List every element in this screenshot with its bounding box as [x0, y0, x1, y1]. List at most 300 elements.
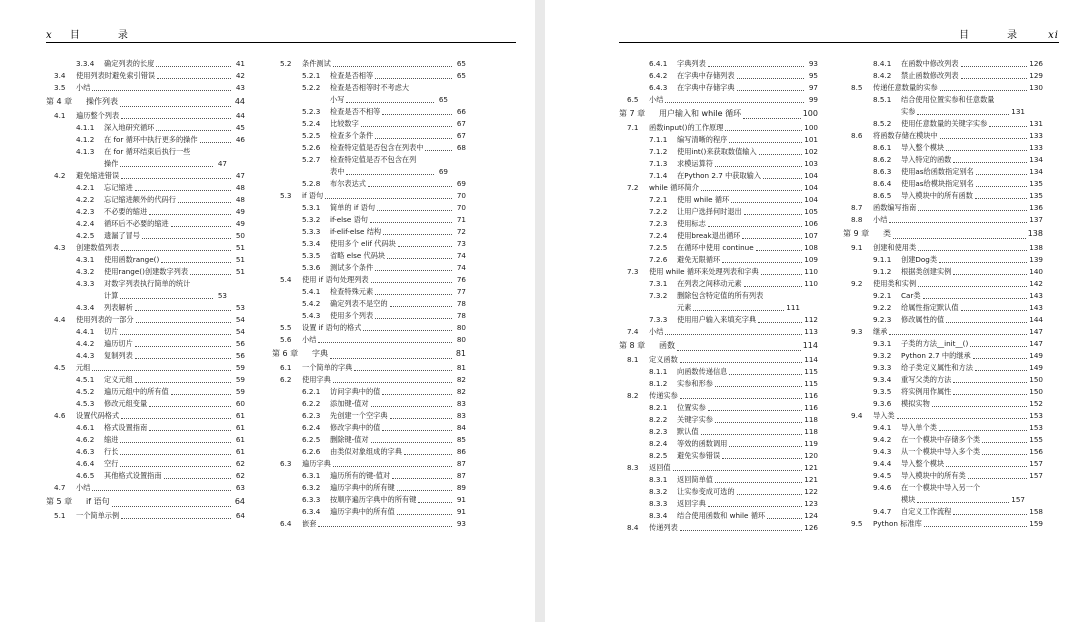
toc-entry — [843, 82, 1043, 94]
toc-entry-title: 在循环中使用 continue — [677, 243, 754, 252]
toc-entry-page: 61 — [235, 435, 245, 444]
toc-entry — [272, 322, 466, 334]
toc-entry-number: 8.4.1 — [873, 59, 892, 68]
toc-entry-title: 关键字实参 — [677, 415, 713, 424]
toc-entry — [46, 58, 245, 70]
toc-entry-title: 传递任意数量的实参 — [873, 83, 938, 92]
toc-entry-page: 81 — [455, 349, 466, 358]
toc-entry-title: 自定义工作流程 — [901, 507, 952, 516]
toc-entry-number: 8.2.1 — [649, 403, 668, 412]
toc-entry — [46, 230, 245, 242]
toc-entry — [619, 242, 818, 254]
toc-entry — [843, 254, 1043, 266]
toc-leader-dots — [156, 65, 231, 67]
toc-entry — [619, 70, 818, 82]
toc-entry-page: 87 — [456, 459, 466, 468]
toc-leader-dots — [121, 417, 231, 419]
toc-entry-page: 61 — [235, 447, 245, 456]
toc-leader-dots — [917, 113, 1009, 115]
toc-leader-dots — [390, 417, 452, 419]
toc-entry-page: 153 — [1029, 423, 1043, 432]
toc-entry — [272, 202, 466, 214]
toc-entry-page: 80 — [456, 323, 466, 332]
toc-entry-title: 位置实参 — [677, 403, 706, 412]
toc-entry — [46, 470, 245, 482]
toc-leader-dots — [120, 105, 231, 107]
toc-leader-dots — [382, 113, 452, 115]
toc-column — [46, 58, 245, 522]
toc-entry-number: 7.4 — [627, 327, 639, 336]
toc-entry-page: 104 — [804, 183, 818, 192]
toc-leader-dots — [889, 333, 1027, 335]
toc-entry-page: 44 — [235, 111, 245, 120]
toc-entry-page: 102 — [804, 147, 818, 156]
toc-entry-title: 嵌套 — [302, 519, 317, 528]
toc-entry-number: 8.5 — [851, 83, 863, 92]
toc-entry — [843, 166, 1043, 178]
toc-leader-dots — [92, 89, 231, 91]
toc-entry — [46, 326, 245, 338]
toc-entry-title: 修改元组变量 — [104, 399, 148, 408]
toc-entry-number: 9.3.2 — [873, 351, 892, 360]
toc-leader-dots — [973, 357, 1028, 359]
toc-entry-title: 导入模块中的所有类 — [901, 471, 966, 480]
toc-entry-number: 9.3.1 — [873, 339, 892, 348]
toc-entry-title: 字典 — [312, 349, 328, 358]
left-page-header-title: 目 录 — [69, 30, 142, 41]
toc-entry-number: 6.3.1 — [302, 471, 321, 480]
toc-entry-title: 简单的 if 语句 — [330, 203, 376, 212]
toc-leader-dots — [371, 281, 452, 283]
toc-entry — [46, 266, 245, 278]
toc-entry — [46, 446, 245, 458]
toc-entry-page: 152 — [1029, 399, 1043, 408]
toc-entry-number: 3.3.4 — [76, 59, 95, 68]
toc-entry-number: 8.6.2 — [873, 155, 892, 164]
toc-entry-page: 147 — [1029, 339, 1043, 348]
toc-entry-page: 53 — [217, 291, 227, 300]
toc-entry-title: 检查是否不相等 — [330, 107, 381, 116]
toc-entry-title: 从一个模块中导入多个类 — [901, 447, 981, 456]
toc-entry-number: 7.2.4 — [649, 231, 668, 240]
toc-entry — [843, 118, 1043, 130]
toc-entry-page: 115 — [804, 379, 818, 388]
toc-entry — [619, 302, 818, 314]
toc-entry-page: 85 — [456, 435, 466, 444]
toc-entry-title: 设置 if 语句的格式 — [302, 323, 362, 332]
toc-entry — [843, 106, 1043, 118]
toc-entry-number: 4.2 — [54, 171, 66, 180]
toc-entry-page: 51 — [235, 255, 245, 264]
toc-leader-dots — [680, 529, 803, 531]
toc-entry — [272, 458, 466, 470]
toc-entry — [843, 494, 1043, 506]
toc-entry-title: 小结 — [649, 327, 664, 336]
toc-entry-page: 87 — [456, 471, 466, 480]
toc-leader-dots — [370, 221, 452, 223]
toc-leader-dots — [171, 393, 231, 395]
toc-entry-title: 使用任意数量的关键字实参 — [901, 119, 988, 128]
toc-entry-number: 8.1.2 — [649, 379, 668, 388]
toc-entry-number: 第 5 章 — [46, 497, 73, 506]
toc-entry — [272, 374, 466, 386]
toc-entry — [843, 326, 1043, 338]
toc-entry — [843, 142, 1043, 154]
toc-entry-title: 在字典中存储列表 — [677, 71, 735, 80]
toc-entry-page: 131 — [1029, 119, 1043, 128]
toc-entry — [843, 338, 1043, 350]
toc-entry-page: 122 — [804, 487, 818, 496]
toc-entry — [843, 410, 1043, 422]
toc-entry-number: 6.2.6 — [302, 447, 321, 456]
toc-entry-page: 143 — [1029, 303, 1043, 312]
toc-entry-page: 137 — [1029, 215, 1043, 224]
toc-entry-title: 小结 — [649, 95, 664, 104]
toc-entry-page: 74 — [456, 251, 466, 260]
toc-entry — [272, 362, 466, 374]
toc-entry-page: 121 — [804, 463, 818, 472]
toc-entry-title: 使用列表的一部分 — [76, 315, 134, 324]
toc-leader-dots — [164, 477, 231, 479]
toc-entry-page: 91 — [456, 507, 466, 516]
toc-leader-dots — [932, 405, 1028, 407]
toc-entry-page: 81 — [456, 363, 466, 372]
toc-entry-title: 检查是否相等 — [330, 71, 374, 80]
toc-entry-title: 模块 — [901, 495, 916, 504]
toc-entry-page: 109 — [804, 255, 818, 264]
toc-leader-dots — [701, 433, 803, 435]
toc-entry-title: 不必要的缩进 — [104, 207, 148, 216]
toc-entry — [272, 190, 466, 202]
toc-entry-number: 8.3 — [627, 463, 639, 472]
toc-entry-page: 89 — [456, 483, 466, 492]
toc-entry — [619, 378, 818, 390]
toc-entry — [619, 414, 818, 426]
toc-entry-page: 106 — [804, 219, 818, 228]
toc-leader-dots — [397, 513, 452, 515]
toc-entry-title: 小写 — [330, 95, 345, 104]
toc-entry-number: 8.6.3 — [873, 167, 892, 176]
toc-entry-title: 函数input()的工作原理 — [649, 123, 724, 132]
toc-entry-number: 6.5 — [627, 95, 639, 104]
toc-entry — [272, 410, 466, 422]
toc-entry-number: 8.2.4 — [649, 439, 668, 448]
toc-entry-title: 使用 while 循环来处理列表和字典 — [649, 267, 759, 276]
toc-entry-title: 使用字典 — [302, 375, 331, 384]
toc-entry-page: 54 — [235, 327, 245, 336]
toc-entry-number: 4.5.3 — [76, 399, 95, 408]
toc-leader-dots — [200, 141, 231, 143]
toc-entry-number: 6.3.4 — [302, 507, 321, 516]
toc-entry-title: 修改属性的值 — [901, 315, 945, 324]
toc-entry-number: 5.1 — [54, 511, 66, 520]
toc-entry-page: 111 — [786, 303, 800, 312]
toc-entry — [46, 362, 245, 374]
toc-entry-title: 确定列表不是空的 — [330, 299, 388, 308]
toc-entry-number: 9.2.1 — [873, 291, 892, 300]
toc-entry — [619, 254, 818, 266]
toc-leader-dots — [767, 517, 802, 519]
toc-leader-dots — [680, 361, 803, 363]
toc-entry-page: 157 — [1029, 471, 1043, 480]
toc-entry-page: 153 — [1029, 411, 1043, 420]
toc-entry-number: 6.3.3 — [302, 495, 321, 504]
toc-entry-title: 使用类和实例 — [873, 279, 917, 288]
toc-entry-page: 69 — [438, 167, 448, 176]
toc-leader-dots — [961, 65, 1028, 67]
toc-leader-dots — [743, 117, 801, 119]
toc-entry-title: 使用int()来获取数值输入 — [677, 147, 757, 156]
toc-entry — [843, 202, 1043, 214]
toc-entry-number: 5.2 — [280, 59, 292, 68]
toc-entry-title: 创建Dog类 — [901, 255, 938, 264]
toc-entry-title: if 语句 — [86, 497, 110, 506]
toc-entry — [619, 94, 818, 106]
toc-entry-page: 138 — [1029, 243, 1043, 252]
toc-leader-dots — [677, 349, 801, 351]
toc-entry-number: 6.2.3 — [302, 411, 321, 420]
toc-entry-number: 9.1 — [851, 243, 863, 252]
toc-leader-dots — [715, 165, 802, 167]
toc-entry-number: 9.4.2 — [873, 435, 892, 444]
toc-leader-dots — [976, 185, 1027, 187]
toc-entry-title: 在 for 循环结束后执行一些 — [104, 147, 191, 156]
toc-leader-dots — [375, 77, 452, 79]
toc-leader-dots — [708, 409, 803, 411]
toc-leader-dots — [121, 517, 231, 519]
toc-leader-dots — [142, 237, 231, 239]
toc-entry — [619, 278, 818, 290]
toc-entry-title: 在一个模块中存储多个类 — [901, 435, 981, 444]
toc-entry — [619, 122, 818, 134]
toc-entry-page: 51 — [235, 243, 245, 252]
toc-entry-number: 9.1.2 — [873, 267, 892, 276]
toc-entry — [46, 242, 245, 254]
toc-leader-dots — [893, 237, 1026, 239]
toc-entry-title: 检查特定值是否包含在列表中 — [330, 143, 424, 152]
toc-entry — [46, 398, 245, 410]
toc-entry-title: 避免缩进错误 — [76, 171, 120, 180]
toc-entry-title: 由类似对象组成的字典 — [330, 447, 402, 456]
toc-entry-number: 8.4 — [627, 523, 639, 532]
toc-entry — [272, 94, 466, 106]
toc-leader-dots — [715, 385, 802, 387]
toc-entry-number: 7.2 — [627, 183, 639, 192]
toc-entry — [619, 522, 818, 534]
toc-entry-title: 让用户选择何时退出 — [677, 207, 742, 216]
toc-entry-title: 返回值 — [649, 463, 671, 472]
toc-entry-page: 47 — [235, 171, 245, 180]
toc-leader-dots — [377, 209, 452, 211]
toc-entry-title: 添加键-值对 — [330, 399, 369, 408]
toc-entry-number: 4.5.1 — [76, 375, 95, 384]
toc-leader-dots — [917, 501, 1009, 503]
toc-column — [843, 58, 1043, 530]
toc-entry-number: 5.2.7 — [302, 155, 321, 164]
toc-leader-dots — [398, 245, 452, 247]
toc-entry-number: 5.3.3 — [302, 227, 321, 236]
toc-entry-page: 68 — [456, 143, 466, 152]
toc-entry-number: 第 8 章 — [619, 341, 646, 350]
toc-leader-dots — [953, 381, 1027, 383]
toc-leader-dots — [135, 189, 231, 191]
toc-entry-page: 59 — [235, 387, 245, 396]
toc-entry — [619, 486, 818, 498]
toc-entry-page: 130 — [1029, 83, 1043, 92]
toc-leader-dots — [953, 513, 1027, 515]
toc-entry-number: 4.2.2 — [76, 195, 95, 204]
toc-entry-number: 5.5 — [280, 323, 292, 332]
toc-leader-dots — [744, 213, 803, 215]
toc-leader-dots — [946, 465, 1027, 467]
toc-entry-page: 43 — [235, 83, 245, 92]
toc-entry — [619, 82, 818, 94]
toc-entry-number: 5.3.4 — [302, 239, 321, 248]
toc-entry-number: 3.5 — [54, 83, 66, 92]
toc-entry — [843, 398, 1043, 410]
toc-entry-number: 9.2.3 — [873, 315, 892, 324]
toc-entry-page: 78 — [456, 299, 466, 308]
toc-entry-number: 6.2.5 — [302, 435, 321, 444]
toc-entry-number: 6.3 — [280, 459, 292, 468]
toc-entry-title: 遍历切片 — [104, 339, 133, 348]
toc-entry-title: 测试多个条件 — [330, 263, 374, 272]
toc-entry — [843, 386, 1043, 398]
toc-entry-title: 子类的方法__init__() — [901, 339, 969, 348]
toc-entry-title: if-elif-else 结构 — [330, 227, 382, 236]
toc-entry-title: 元组 — [76, 363, 91, 372]
toc-entry-number: 8.3.4 — [649, 511, 668, 520]
toc-entry — [843, 290, 1043, 302]
toc-leader-dots — [112, 505, 231, 507]
toc-entry-page: 126 — [1029, 59, 1043, 68]
toc-entry-title: 在Python 2.7 中获取输入 — [677, 171, 762, 180]
toc-entry-number: 6.4.3 — [649, 83, 668, 92]
toc-entry-title: 访问字典中的值 — [330, 387, 381, 396]
toc-leader-dots — [178, 201, 231, 203]
toc-leader-dots — [390, 305, 452, 307]
toc-leader-dots — [346, 101, 434, 103]
toc-entry-page: 112 — [804, 315, 818, 324]
toc-entry-number: 7.1 — [627, 123, 639, 132]
toc-leader-dots — [953, 393, 1027, 395]
toc-entry-page: 131 — [1011, 107, 1025, 116]
toc-entry-page: 82 — [456, 375, 466, 384]
toc-entry-title: 遍历字典中的所有键 — [330, 483, 395, 492]
toc-entry-title: 使用break退出循环 — [677, 231, 741, 240]
toc-entry — [46, 218, 245, 230]
toc-entry-number: 7.3.2 — [649, 291, 668, 300]
toc-entry-page: 101 — [804, 135, 818, 144]
toc-entry — [46, 386, 245, 398]
toc-entry-title: 导入特定的函数 — [901, 155, 952, 164]
toc-entry — [619, 498, 818, 510]
toc-entry-page: 157 — [1011, 495, 1025, 504]
toc-leader-dots — [371, 405, 452, 407]
toc-leader-dots — [961, 309, 1028, 311]
toc-entry — [272, 398, 466, 410]
toc-entry-page: 108 — [804, 243, 818, 252]
toc-entry — [272, 470, 466, 482]
toc-chapter-entry — [46, 494, 245, 510]
toc-leader-dots — [346, 173, 434, 175]
toc-entry-title: 一个简单的字典 — [302, 363, 353, 372]
toc-leader-dots — [953, 273, 1027, 275]
toc-entry-number: 4.2.1 — [76, 183, 95, 192]
toc-leader-dots — [715, 481, 802, 483]
toc-leader-dots — [946, 149, 1027, 151]
toc-entry-number: 7.1.2 — [649, 147, 668, 156]
toc-entry-number: 9.2.2 — [873, 303, 892, 312]
toc-entry-page: 49 — [235, 207, 245, 216]
toc-entry-title: 禁止函数修改列表 — [901, 71, 959, 80]
toc-entry-title: 比较数字 — [330, 119, 359, 128]
toc-entry-page: 107 — [804, 231, 818, 240]
toc-entry-title: 使用多个列表 — [330, 311, 374, 320]
toc-entry-page: 150 — [1029, 375, 1043, 384]
toc-entry — [272, 310, 466, 322]
toc-leader-dots — [758, 321, 802, 323]
toc-entry-number: 4.2.5 — [76, 231, 95, 240]
toc-entry-title: Python 标准库 — [873, 519, 922, 528]
toc-entry-page: 46 — [235, 135, 245, 144]
toc-entry-number: 8.6 — [851, 131, 863, 140]
toc-entry-title: 将函数存储在模块中 — [873, 131, 938, 140]
toc-leader-dots — [375, 269, 452, 271]
toc-entry-title: Python 2.7 中的继承 — [901, 351, 971, 360]
toc-entry-title: 使用 if 语句处理列表 — [302, 275, 369, 284]
toc-entry-number: 4.5.2 — [76, 387, 95, 396]
toc-entry — [272, 154, 466, 166]
toc-entry-page: 118 — [804, 427, 818, 436]
toc-entry-page: 139 — [1029, 255, 1043, 264]
toc-entry — [272, 214, 466, 226]
toc-entry — [843, 242, 1043, 254]
toc-entry-number: 7.2.1 — [649, 195, 668, 204]
toc-entry-number: 9.4.3 — [873, 447, 892, 456]
toc-entry-number: 5.6 — [280, 335, 292, 344]
toc-entry-page: 113 — [804, 327, 818, 336]
right-page-header-title: 目 录 — [958, 30, 1031, 41]
toc-leader-dots — [375, 317, 452, 319]
toc-entry — [46, 146, 245, 158]
toc-entry-title: 删除包含特定值的所有列表 — [677, 291, 764, 300]
toc-entry-number: 4.1.2 — [76, 135, 95, 144]
toc-entry-page: 143 — [1029, 291, 1043, 300]
toc-entry-number: 8.2.2 — [649, 415, 668, 424]
toc-leader-dots — [333, 381, 452, 383]
toc-entry-title: 检查特殊元素 — [330, 287, 374, 296]
toc-entry-number: 4.6.4 — [76, 459, 95, 468]
toc-entry-title: 检查是否相等时不考虑大 — [330, 83, 410, 92]
toc-entry-page: 123 — [804, 499, 818, 508]
toc-leader-dots — [120, 453, 231, 455]
toc-leader-dots — [982, 441, 1027, 443]
toc-entry-page: 149 — [1029, 351, 1043, 360]
toc-leader-dots — [940, 137, 1028, 139]
toc-leader-dots — [318, 525, 452, 527]
toc-leader-dots — [680, 397, 803, 399]
toc-entry-number: 6.1 — [280, 363, 292, 372]
toc-entry-page: 93 — [456, 519, 466, 528]
toc-entry-title: 结合使用位置实参和任意数量 — [901, 95, 995, 104]
toc-entry-number: 8.1 — [627, 355, 639, 364]
toc-entry — [619, 182, 818, 194]
toc-entry-number: 8.6.4 — [873, 179, 892, 188]
toc-leader-dots — [333, 65, 452, 67]
toc-entry-number: 6.2.1 — [302, 387, 321, 396]
toc-entry-title: 使用用户输入来填充字典 — [677, 315, 757, 324]
